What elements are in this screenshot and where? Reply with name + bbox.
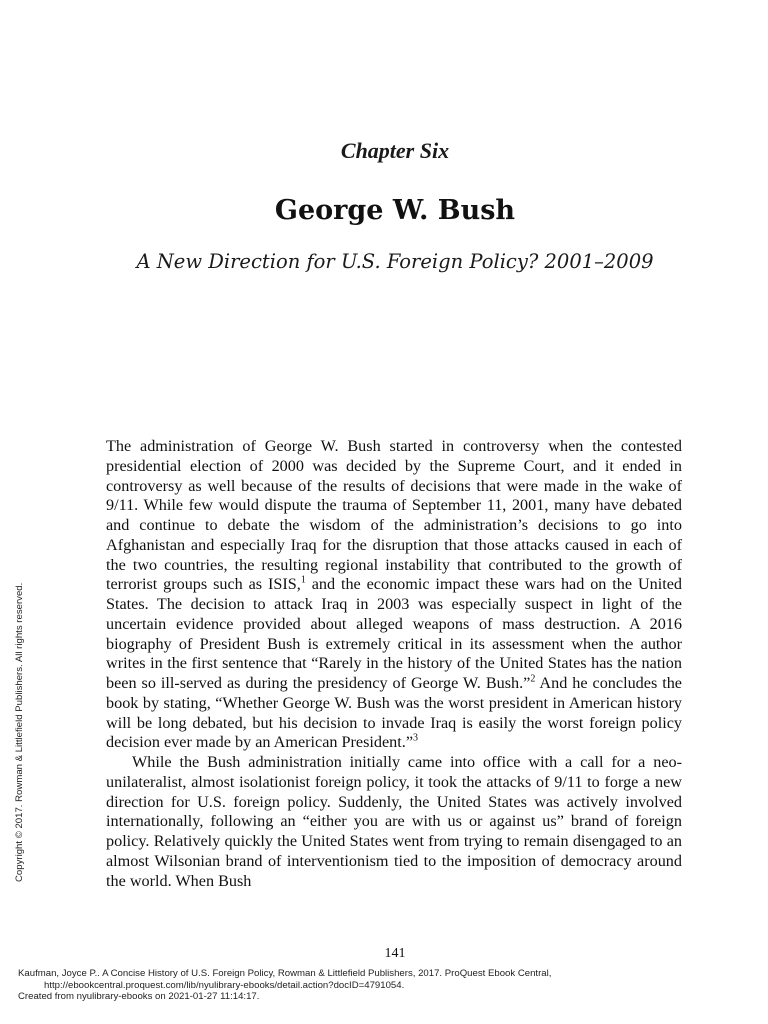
paragraph-1-part-c: And he concludes the book by stating, “Whether George W. Bush was the worst president in American history will be long debated, but his decision to invade Iraq is easily the worst foreign policy decision ever made by an American President.” (106, 674, 682, 752)
citation-line: Kaufman, Joyce P.. A Concise History of U.S. Foreign Policy, Rowman & Littlefield Publishers, 2017. ProQuest Ebook Central, (18, 968, 552, 979)
chapter-subtitle: A New Direction for U.S. Foreign Policy? 2001–2009 (136, 250, 654, 273)
chapter-label: Chapter Six (340, 138, 450, 163)
footnote-ref-1: 1 (300, 574, 306, 586)
chapter-title: George W. Bush (274, 195, 516, 226)
copyright-notice: Copyright © 2017. Rowman & Littlefield Publishers. All rights reserved. (14, 582, 25, 882)
footnote-ref-2: 2 (530, 673, 536, 685)
paragraph-1-part-b: and the economic impact these wars had on the United States. The decision to attack Iraq in 2003 was especially suspect in light of the uncertain evidence provided about alleged weapons of mass destruction. A 2016 biography of President Bush is extremely critical in its assessment when the author writes in the first sentence that “Rarely in the history of the United States has the nation been so ill-served as during the presidency of George W. Bush.” (106, 575, 682, 692)
page-number: 141 (384, 946, 406, 961)
citation-created: Created from nyulibrary-ebooks on 2021-01-27 11:14:17. (18, 991, 260, 1002)
citation-footer (18, 968, 758, 1003)
paragraph-1-part-a: The administration of George W. Bush started in controversy when the contested presidential election of 2000 was decided by the Supreme Court, and it ended in controversy as well because of the results of decisions that were made in the wake of 9/11. While few would dispute the trauma of September 11, 2001, many have debated and continue to debate the wisdom of the administration’s decisions to go into Afghanistan and especially Iraq for the disruption that those attacks caused in each of the two countries, the resulting regional instability that contributed to the growth of terrorist groups such as ISIS, (106, 437, 682, 594)
paragraph-1 (106, 437, 682, 753)
citation-url: http://ebookcentral.proquest.com/lib/nyulibrary-ebooks/detail.action?docID=4791054. (44, 979, 405, 991)
footnote-ref-3: 3 (413, 732, 419, 744)
chapter-body (106, 437, 682, 891)
paragraph-2: While the Bush administration initially came into office with a call for a neo-unilateralist, almost isolationist foreign policy, it took the attacks of 9/11 to forge a new direction for U.S. foreign policy. Suddenly, the United States was actively involved internationally, following an “either you are with us or against us” brand of foreign policy. Relatively quickly the United States went from trying to remain disengaged to an almost Wilsonian brand of interventionism tied to the imposition of democracy around the world. When Bush (106, 753, 682, 890)
